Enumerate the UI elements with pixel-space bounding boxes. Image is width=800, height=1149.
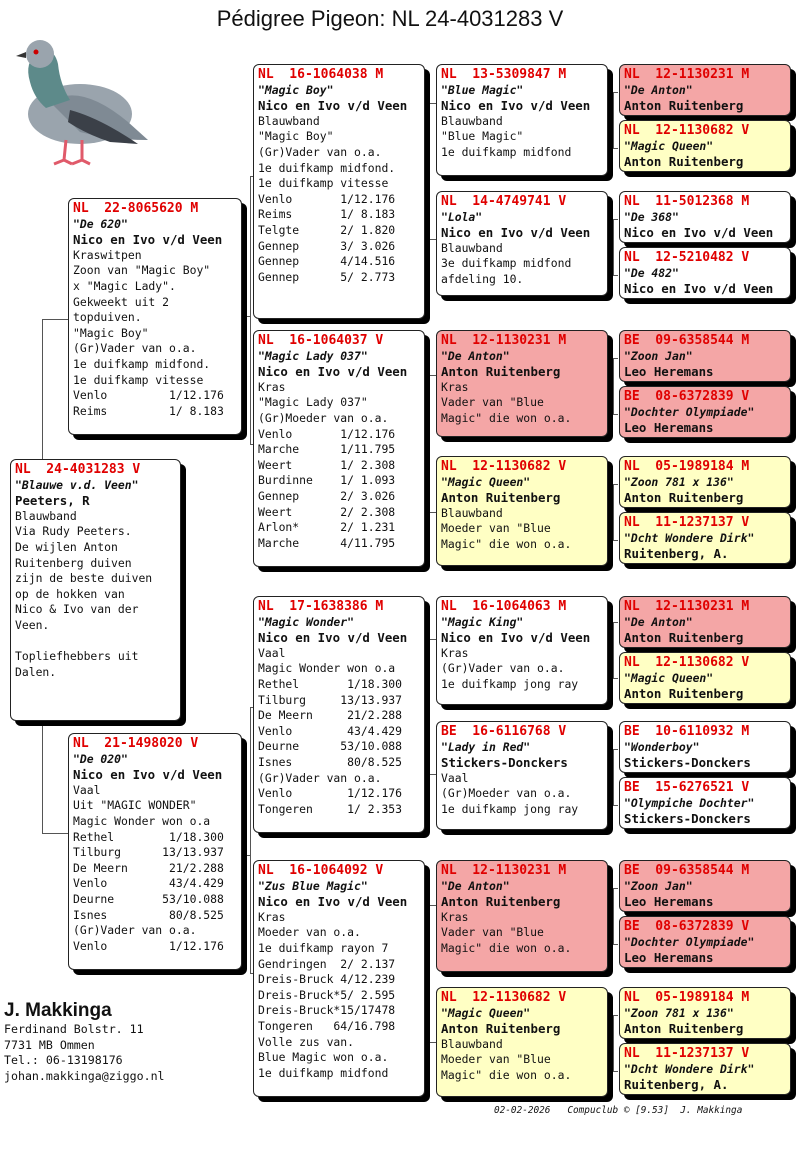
- info-line: Gekweekt uit 2: [73, 294, 170, 309]
- ring-number: NL 16-1064092 V: [258, 863, 384, 878]
- info-line: Gennep 4/14.516: [258, 254, 396, 269]
- info-line: 1e duifkamp jong ray: [441, 676, 579, 691]
- info-line: Volle zus van.: [258, 1034, 355, 1049]
- pigeon-name: "Zus Blue Magic": [258, 878, 368, 893]
- connector-line: [613, 414, 618, 415]
- pigeon-icon: [10, 22, 150, 168]
- info-line: Kras: [258, 909, 286, 924]
- breeder-name: Anton Ruitenberg: [441, 364, 561, 380]
- info-line: Kras: [258, 379, 286, 394]
- info-line: 1e duifkamp midfond.: [258, 160, 396, 175]
- connector-line: [609, 103, 614, 104]
- info-line: "Magic Boy": [258, 129, 334, 144]
- pigeon-card-dam[interactable]: [68, 733, 242, 970]
- ring-number: NL 12-1130231 M: [624, 599, 750, 614]
- pigeon-card-ds-sire[interactable]: [436, 596, 608, 705]
- info-line: De Meern 21/2.288: [73, 860, 224, 875]
- breeder-name: Leo Heremans: [624, 420, 714, 436]
- info-line: 1e duifkamp jong ray: [441, 801, 579, 816]
- info-line: Dalen.: [15, 664, 57, 679]
- ring-number: NL 12-1130231 M: [624, 67, 750, 82]
- info-line: Isnes 80/8.525: [258, 754, 403, 769]
- breeder-name: Anton Ruitenberg: [624, 98, 744, 114]
- pigeon-card-sire-dam[interactable]: [253, 330, 425, 567]
- pigeon-name: "Zoon Jan": [624, 348, 693, 363]
- info-line: Marche 4/11.795: [258, 535, 396, 550]
- breeder-name: Nico en Ivo v/d Veen: [73, 232, 223, 248]
- owner-email[interactable]: johan.makkinga@ziggo.nl: [4, 1068, 165, 1083]
- info-line: Gennep 3/ 3.026: [258, 238, 396, 253]
- info-line: "Magic Lady 037": [258, 395, 368, 410]
- breeder-name: Anton Ruitenberg: [624, 630, 744, 646]
- info-line: Gennep 2/ 3.026: [258, 488, 396, 503]
- info-line: Vaal: [441, 770, 469, 785]
- info-line: Moeder van "Blue: [441, 521, 551, 536]
- info-line: Tongeren 64/16.798: [258, 1018, 396, 1033]
- info-line: Gendringen 2/ 2.137: [258, 956, 396, 971]
- breeder-name: Anton Ruitenberg: [441, 490, 561, 506]
- connector-line: [426, 444, 430, 445]
- info-line: "Blue Magic": [441, 129, 524, 144]
- info-line: Deurne 53/10.088: [258, 739, 403, 754]
- connector-line: [613, 622, 618, 623]
- pigeon-name: "Zoon 781 x 136": [624, 1005, 734, 1020]
- ring-number: NL 13-5309847 M: [441, 67, 567, 82]
- info-line: Magic Wonder won o.a: [73, 813, 211, 828]
- info-line: (Gr)Vader van o.a.: [258, 144, 382, 159]
- pigeon-name: "Magic Wonder": [258, 614, 355, 629]
- connector-line: [613, 484, 618, 485]
- connector-line: [426, 176, 430, 177]
- info-line: Deurne 53/10.088: [73, 891, 224, 906]
- info-line: Reims 1/ 8.183: [258, 207, 396, 222]
- breeder-name: Nico en Ivo v/d Veen: [258, 894, 408, 910]
- info-line: [15, 634, 176, 650]
- info-line: (Gr)Moeder van o.a.: [258, 410, 389, 425]
- pigeon-card-sd-sire[interactable]: [436, 330, 608, 437]
- breeder-name: Stickers-Donckers: [624, 811, 751, 827]
- connector-line: [429, 512, 436, 513]
- breeder-name: Nico en Ivo v/d Veen: [441, 630, 591, 646]
- info-line: Vaal: [258, 645, 286, 660]
- connector-line: [429, 103, 430, 239]
- info-line: afdeling 10.: [441, 271, 524, 286]
- owner-phone: Tel.: 06-13198176: [4, 1053, 123, 1067]
- ring-number: NL 21-1498020 V: [73, 736, 199, 751]
- pigeon-card-g4-16[interactable]: [619, 1043, 791, 1095]
- info-line: Dreis-Bruck 4/12.239: [258, 972, 396, 987]
- info-line: Veen.: [15, 617, 50, 632]
- info-line: Magic Wonder won o.a: [258, 661, 396, 676]
- connector-line: [613, 1015, 618, 1016]
- info-line: Blauwband: [441, 1036, 503, 1051]
- ring-number: BE 08-6372839 V: [624, 389, 750, 404]
- connector-line: [250, 707, 251, 973]
- info-line: Zoon van "Magic Boy": [73, 263, 211, 278]
- pigeon-name: "Blauwe v.d. Veen": [15, 477, 139, 492]
- pigeon-name: "Magic Queen": [624, 138, 714, 153]
- connector-line: [42, 833, 68, 834]
- ring-number: NL 16-1064037 V: [258, 333, 384, 348]
- connector-line: [613, 1015, 614, 1071]
- ring-number: NL 12-1130682 V: [441, 990, 567, 1005]
- info-line: Magic" die won o.a.: [441, 536, 572, 551]
- pigeon-name: "Lady in Red": [441, 739, 531, 754]
- info-line: Rethel 1/18.300: [258, 676, 403, 691]
- breeder-name: Nico en Ivo v/d Veen: [258, 364, 408, 380]
- connector-line: [613, 275, 618, 276]
- pigeon-name: "Zoon Jan": [624, 878, 693, 893]
- connector-line: [429, 774, 436, 775]
- connector-line: [613, 1071, 618, 1072]
- pigeon-name: "De Anton": [441, 878, 510, 893]
- connector-line: [613, 358, 618, 359]
- connector-line: [243, 316, 251, 317]
- info-line: 3e duifkamp midfond: [441, 256, 572, 271]
- breeder-name: Stickers-Donckers: [624, 755, 751, 771]
- connector-line: [243, 855, 251, 856]
- pigeon-name: "De 620": [73, 216, 128, 231]
- info-line: (Gr)Moeder van o.a.: [441, 786, 572, 801]
- pigeon-card-g4-13[interactable]: [619, 860, 791, 912]
- info-line: Dreis-Bruck*15/17478: [258, 1003, 396, 1018]
- info-line: Kraswitpen: [73, 247, 142, 262]
- connector-line: [42, 319, 43, 459]
- info-line: Topliefhebbers uit: [15, 649, 139, 664]
- ring-number: NL 22-8065620 M: [73, 201, 199, 216]
- connector-line: [613, 749, 618, 750]
- info-line: Venlo 1/12.176: [258, 191, 396, 206]
- pigeon-card-g4-15[interactable]: [619, 987, 791, 1039]
- info-line: Kras: [441, 379, 469, 394]
- pigeon-name: "Magic Queen": [441, 474, 531, 489]
- breeder-name: Nico en Ivo v/d Veen: [258, 98, 408, 114]
- breeder-name: Anton Ruitenberg: [441, 1021, 561, 1037]
- pigeon-name: "De 482": [624, 265, 679, 280]
- pigeon-card-g4-3[interactable]: [619, 191, 791, 243]
- info-line: Blauwband: [441, 113, 503, 128]
- connector-line: [609, 375, 614, 376]
- pigeon-name: "De Anton": [441, 348, 510, 363]
- pigeon-name: "Dochter Olympiade": [624, 934, 755, 949]
- info-line: Venlo 43/4.429: [258, 723, 403, 738]
- owner-city: 7731 MB Ommen: [4, 1037, 95, 1052]
- pigeon-name: "Magic King": [441, 614, 524, 629]
- info-line: 1e duifkamp midfond: [441, 144, 572, 159]
- info-line: Blauwband: [441, 240, 503, 255]
- info-line: Kras: [441, 645, 469, 660]
- pigeon-name: "Magic Boy": [258, 82, 334, 97]
- ring-number: NL 05-1989184 M: [624, 459, 750, 474]
- pigeon-card-g4-9[interactable]: [619, 596, 791, 648]
- connector-line: [250, 176, 251, 444]
- ring-number: NL 12-5210482 V: [624, 250, 750, 265]
- connector-line: [613, 944, 618, 945]
- connector-line: [429, 239, 436, 240]
- info-line: Via Rudy Peeters.: [15, 524, 132, 539]
- ring-number: NL 05-1989184 M: [624, 990, 750, 1005]
- info-line: topduiven.: [73, 310, 142, 325]
- pigeon-name: "Magic Lady 037": [258, 348, 368, 363]
- breeder-name: Anton Ruitenberg: [441, 894, 561, 910]
- info-line: Blue Magic won o.a.: [258, 1050, 389, 1065]
- info-line: Venlo 1/12.176: [258, 426, 396, 441]
- breeder-name: Nico en Ivo v/d Veen: [441, 225, 591, 241]
- info-line: Burdinne 1/ 1.093: [258, 473, 396, 488]
- info-line: Blauwband: [15, 508, 77, 523]
- pigeon-card-g4-6[interactable]: [619, 386, 791, 438]
- info-line: Moeder van o.a.: [258, 925, 361, 940]
- ring-number: NL 16-1064063 M: [441, 599, 567, 614]
- info-line: Venlo 1/12.176: [73, 938, 224, 953]
- pigeon-card-g4-11[interactable]: [619, 721, 791, 773]
- info-line: Reims 1/ 8.183: [73, 403, 224, 418]
- breeder-name: Nico en Ivo v/d Veen: [624, 225, 774, 241]
- info-line: 1e duifkamp midfond.: [73, 356, 211, 371]
- connector-line: [429, 639, 436, 640]
- pigeon-card-g4-10[interactable]: [619, 652, 791, 704]
- connector-line: [613, 749, 614, 805]
- breeder-name: Nico en Ivo v/d Veen: [258, 630, 408, 646]
- footer-credits: 02-02-2026 Compuclub © [9.53] J. Makkinga: [494, 1105, 743, 1116]
- breeder-name: Peeters, R: [15, 493, 90, 509]
- owner-name: J. Makkinga: [4, 1000, 112, 1021]
- connector-line: [613, 888, 618, 889]
- info-line: Telgte 2/ 1.820: [258, 222, 396, 237]
- pigeon-card-g4-8[interactable]: [619, 512, 791, 564]
- info-line: De Meern 21/2.288: [258, 708, 403, 723]
- ring-number: NL 24-4031283 V: [15, 462, 141, 477]
- pigeon-name: "Dcht Wondere Dirk": [624, 1061, 755, 1076]
- info-line: x "Magic Lady".: [73, 278, 176, 293]
- ring-number: NL 14-4749741 V: [441, 194, 567, 209]
- connector-line: [609, 512, 614, 513]
- info-line: op de hokken van: [15, 586, 125, 601]
- connector-line: [429, 375, 436, 376]
- pigeon-name: "De Anton": [624, 614, 693, 629]
- pigeon-card-g4-1[interactable]: [619, 64, 791, 116]
- info-line: Magic" die won o.a.: [441, 410, 572, 425]
- info-line: "Magic Boy": [73, 325, 149, 340]
- info-line: 1e duifkamp vitesse: [258, 176, 389, 191]
- pigeon-card-ds-dam[interactable]: [436, 721, 608, 830]
- info-line: Weert 1/ 2.308: [258, 457, 396, 472]
- pigeon-name: "Wonderboy": [624, 739, 700, 754]
- connector-line: [609, 639, 614, 640]
- pigeon-card-dam-dam[interactable]: [253, 860, 425, 1097]
- info-line: (Gr)Vader van o.a.: [258, 770, 382, 785]
- connector-line: [613, 540, 618, 541]
- breeder-name: Leo Heremans: [624, 950, 714, 966]
- info-line: Gennep 5/ 2.773: [258, 269, 396, 284]
- connector-line: [429, 103, 436, 104]
- breeder-name: Stickers-Donckers: [441, 755, 568, 771]
- pigeon-name: "Magic Queen": [624, 670, 714, 685]
- connector-line: [42, 720, 43, 834]
- info-line: Rethel 1/18.300: [73, 829, 224, 844]
- pigeon-card-sire-sire[interactable]: [253, 64, 425, 319]
- ring-number: NL 12-1130231 M: [441, 863, 567, 878]
- ring-number: NL 16-1064038 M: [258, 67, 384, 82]
- pigeon-name: "Lola": [441, 209, 483, 224]
- ring-number: NL 11-1237137 V: [624, 515, 750, 530]
- breeder-name: Nico en Ivo v/d Veen: [624, 281, 774, 297]
- pigeon-name: "De 368": [624, 209, 679, 224]
- page-title: Pédigree Pigeon: NL 24-4031283 V: [216, 6, 564, 31]
- info-line: Weert 2/ 2.308: [258, 504, 396, 519]
- pigeon-name: "Blue Magic": [441, 82, 524, 97]
- info-line: Venlo 1/12.176: [73, 388, 224, 403]
- info-line: Vader van "Blue: [441, 395, 544, 410]
- breeder-name: Ruitenberg, A.: [624, 1077, 729, 1093]
- pigeon-card-dam-sire[interactable]: [253, 596, 425, 833]
- connector-line: [609, 774, 614, 775]
- pigeon-card-ss-dam[interactable]: [436, 191, 608, 296]
- connector-line: [613, 888, 614, 944]
- pigeon-name: "Zoon 781 x 136": [624, 474, 734, 489]
- breeder-name: Leo Heremans: [624, 364, 714, 380]
- info-line: Tilburg 13/13.937: [258, 692, 403, 707]
- connector-line: [613, 219, 614, 275]
- pigeon-card-ss-sire[interactable]: [436, 64, 608, 176]
- info-line: Tongeren 1/ 2.353: [258, 801, 403, 816]
- info-line: Magic" die won o.a.: [441, 1067, 572, 1082]
- breeder-name: Ruitenberg, A.: [624, 546, 729, 562]
- ring-number: NL 17-1638386 M: [258, 599, 384, 614]
- connector-line: [613, 678, 618, 679]
- info-line: 1e duifkamp midfond: [258, 1065, 389, 1080]
- ring-number: NL 12-1130231 M: [441, 333, 567, 348]
- connector-line: [613, 622, 614, 678]
- ring-number: BE 09-6358544 M: [624, 863, 750, 878]
- info-line: zijn de beste duiven: [15, 571, 153, 586]
- connector-line: [429, 1042, 436, 1043]
- pigeon-card-g4-2[interactable]: [619, 120, 791, 172]
- connector-line: [426, 973, 430, 974]
- info-line: Blauwband: [258, 113, 320, 128]
- info-line: Magic" die won o.a.: [441, 940, 572, 955]
- pigeon-card-g4-4[interactable]: [619, 247, 791, 299]
- breeder-name: Anton Ruitenberg: [624, 490, 744, 506]
- breeder-name: Leo Heremans: [624, 894, 714, 910]
- info-line: Tilburg 13/13.937: [73, 845, 224, 860]
- connector-line: [609, 905, 614, 906]
- info-line: Ruitenberg duiven: [15, 555, 132, 570]
- info-line: Moeder van "Blue: [441, 1052, 551, 1067]
- pigeon-card-g4-7[interactable]: [619, 456, 791, 508]
- pigeon-name: "De Anton": [624, 82, 693, 97]
- pigeon-name: "Magic Queen": [441, 1005, 531, 1020]
- ring-number: BE 10-6110932 M: [624, 724, 750, 739]
- pigeon-card-sire[interactable]: [68, 198, 242, 435]
- info-line: Uit "MAGIC WONDER": [73, 798, 197, 813]
- pigeon-name: "De 020": [73, 751, 128, 766]
- info-line: Venlo 43/4.429: [73, 876, 224, 891]
- ring-number: NL 11-5012368 M: [624, 194, 750, 209]
- breeder-name: Anton Ruitenberg: [624, 686, 744, 702]
- pigeon-card-g4-5[interactable]: [619, 330, 791, 382]
- connector-line: [613, 92, 614, 148]
- info-line: 1e duifkamp vitesse: [73, 372, 204, 387]
- info-line: 1e duifkamp rayon 7: [258, 940, 389, 955]
- ring-number: BE 08-6372839 V: [624, 919, 750, 934]
- connector-line: [613, 805, 618, 806]
- breeder-name: Anton Ruitenberg: [624, 1021, 744, 1037]
- ring-number: BE 15-6276521 V: [624, 780, 750, 795]
- info-line: Nico & Ivo van der: [15, 602, 139, 617]
- ring-number: NL 11-1237137 V: [624, 1046, 750, 1061]
- connector-line: [609, 239, 614, 240]
- pigeon-name: "Olympiche Dochter": [624, 795, 755, 810]
- connector-line: [429, 905, 436, 906]
- info-line: Venlo 1/12.176: [258, 786, 403, 801]
- breeder-name: Anton Ruitenberg: [624, 154, 744, 170]
- info-line: Dreis-Bruck*5/ 2.595: [258, 987, 396, 1002]
- pigeon-name: "Dcht Wondere Dirk": [624, 530, 755, 545]
- pigeon-name: "Dochter Olympiade": [624, 404, 755, 419]
- ring-number: NL 12-1130682 V: [441, 459, 567, 474]
- connector-line: [613, 219, 618, 220]
- info-line: Vader van "Blue: [441, 925, 544, 940]
- info-line: Blauwband: [441, 505, 503, 520]
- pigeon-card-g4-14[interactable]: [619, 916, 791, 968]
- connector-line: [613, 358, 614, 414]
- pigeon-card-sd-dam[interactable]: [436, 456, 608, 566]
- owner-street: Ferdinand Bolstr. 11: [4, 1022, 144, 1036]
- connector-line: [426, 707, 430, 708]
- ring-number: BE 09-6358544 M: [624, 333, 750, 348]
- info-line: Isnes 80/8.525: [73, 907, 224, 922]
- connector-line: [613, 148, 618, 149]
- breeder-name: Nico en Ivo v/d Veen: [73, 767, 223, 783]
- info-line: Kras: [441, 909, 469, 924]
- info-line: (Gr)Vader van o.a.: [441, 661, 565, 676]
- info-line: Vaal: [73, 782, 101, 797]
- pigeon-card-g4-12[interactable]: [619, 777, 791, 829]
- info-line: (Gr)Vader van o.a.: [73, 341, 197, 356]
- pigeon-card-dd-dam[interactable]: [436, 987, 608, 1097]
- connector-line: [609, 1042, 614, 1043]
- info-line: (Gr)Vader van o.a.: [73, 923, 197, 938]
- ring-number: NL 12-1130682 V: [624, 655, 750, 670]
- info-line: De wijlen Anton: [15, 539, 118, 554]
- info-line: Arlon* 2/ 1.231: [258, 520, 396, 535]
- pigeon-card-dd-sire[interactable]: [436, 860, 608, 972]
- breeder-name: Nico en Ivo v/d Veen: [441, 98, 591, 114]
- ring-number: NL 12-1130682 V: [624, 123, 750, 138]
- connector-line: [613, 92, 618, 93]
- connector-line: [42, 319, 68, 320]
- info-line: Marche 1/11.795: [258, 442, 396, 457]
- owner-block: [4, 1000, 165, 1084]
- ring-number: BE 16-6116768 V: [441, 724, 567, 739]
- pigeon-card-subject[interactable]: [10, 459, 181, 721]
